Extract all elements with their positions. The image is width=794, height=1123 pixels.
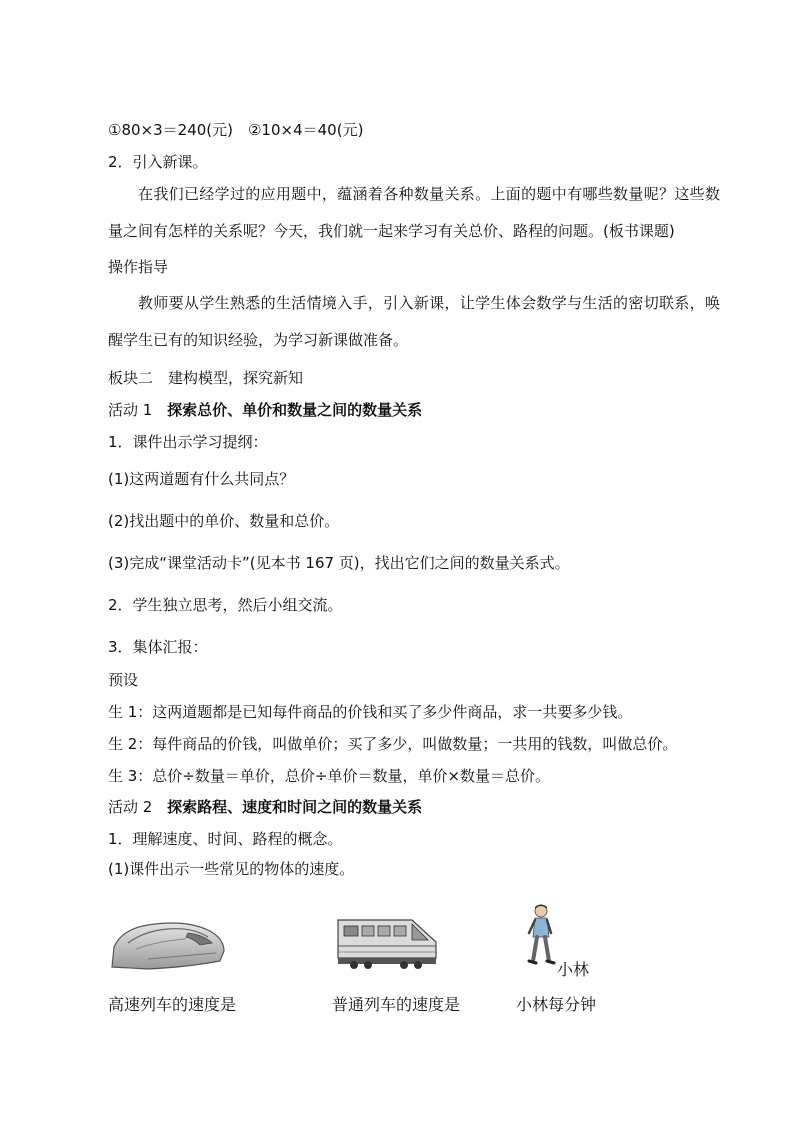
activity2-title: 探索路程、速度和时间之间的数量关系 [167, 798, 423, 816]
ordinary-train-icon [332, 912, 442, 970]
question-2: (2)找出题中的单价、数量和总价。 [108, 512, 340, 530]
intro-paragraph: 在我们已经学过的应用题中，蕴涵着各种数量关系。上面的题中有哪些数量呢？这些数量之间有怎样的关系呢？今天，我们就一起来学习有关总价、路程的问题。(板书课题) [108, 185, 720, 240]
activity1-heading [108, 400, 422, 420]
high-speed-train-caption: 高速列车的速度是 [108, 995, 237, 1014]
boy-name-label: 小林 [557, 960, 590, 979]
activity2-heading [108, 797, 422, 817]
formula-line: ①80×3＝240(元) ②10×4＝40(元) [108, 121, 364, 139]
activity1-title: 探索总价、单价和数量之间的数量关系 [167, 401, 423, 419]
guide-paragraph: 教师要从学生熟悉的生活情境入手，引入新课，让学生体会数学与生活的密切联系，唤醒学生已有的知识经验，为学习新课做准备。 [108, 294, 720, 349]
guide-heading: 操作指导 [108, 258, 169, 276]
student-1-answer: 生 1：这两道题都是已知每件商品的价钱和买了多少件商品，求一共要多少钱。 [108, 703, 633, 721]
intro-step: 2．引入新课。 [108, 153, 208, 171]
activity2-label: 活动 2 [108, 798, 153, 816]
concept-step: 1．理解速度、时间、路程的概念。 [108, 830, 343, 848]
question-3: (3)完成“课堂活动卡”(见本书 167 页)，找出它们之间的数量关系式。 [108, 554, 570, 572]
preset-label: 预设 [108, 671, 139, 689]
walking-boy-icon [525, 903, 557, 967]
student-3-answer: 生 3：总价÷数量＝单价，总价÷单价＝数量，单价×数量＝总价。 [108, 767, 551, 785]
block2-heading: 板块二 建构模型，探究新知 [108, 369, 304, 387]
outline-step: 1．课件出示学习提纲： [108, 433, 268, 451]
high-speed-train-icon [108, 915, 228, 975]
student-2-answer: 生 2：每件商品的价钱，叫做单价；买了多少，叫做数量；一共用的钱数，叫做总价。 [108, 735, 678, 753]
ordinary-train-caption: 普通列车的速度是 [332, 995, 461, 1014]
question-1: (1)这两道题有什么共同点？ [108, 470, 295, 488]
think-step: 2．学生独立思考，然后小组交流。 [108, 596, 343, 614]
show-speeds-step: (1)课件出示一些常见的物体的速度。 [108, 860, 355, 878]
activity1-label: 活动 1 [108, 401, 153, 419]
report-step: 3．集体汇报： [108, 638, 208, 656]
boy-speed-caption: 小林每分钟 [516, 995, 597, 1014]
